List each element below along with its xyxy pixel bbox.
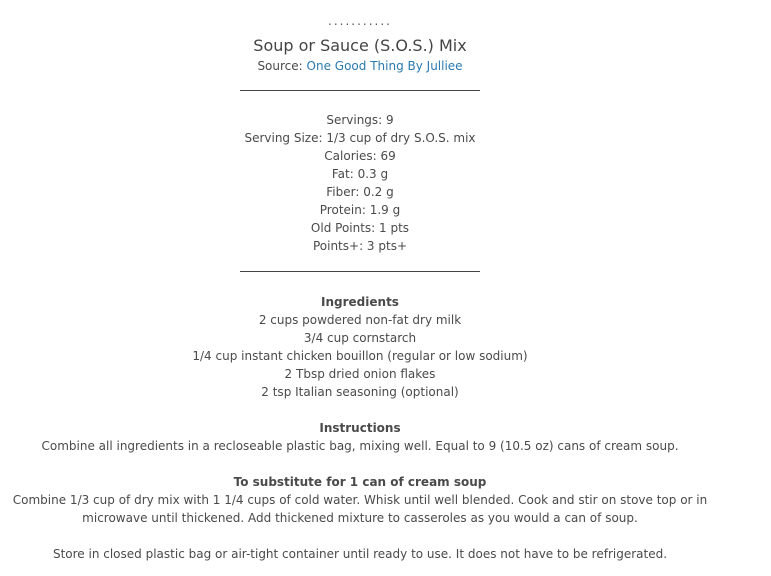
storage-section [0,545,725,563]
stat-protein: Protein: 1.9 g [319,203,401,217]
recipe-source [0,57,725,75]
stat-serving-size: Serving Size: 1/3 cup of dry S.O.S. mix [244,131,476,145]
instructions-heading: Instructions [319,421,401,435]
stat-calories: Calories: 69 [324,149,396,163]
source-label: Source: [257,59,303,73]
stat-fiber: Fiber: 0.2 g [326,185,394,199]
ingredient-item: 2 Tbsp dried onion flakes [284,367,436,381]
substitute-section [0,473,725,527]
storage-text: Store in closed plastic bag or air-tight container until ready to use. It does not have to be refrigerated. [52,547,668,561]
ingredients-section [0,293,725,401]
top-divider [240,90,480,91]
substitute-text-line-1: Combine 1/3 cup of dry mix with 1 1/4 cups of cold water. Whisk until well blended. Cook and stir on stove top or in [12,493,708,507]
recipe-title: Soup or Sauce (S.O.S.) Mix [253,36,467,55]
substitute-heading: To substitute for 1 can of cream soup [233,475,487,489]
ingredient-item: 2 cups powdered non-fat dry milk [258,313,462,327]
stat-fat: Fat: 0.3 g [331,167,389,181]
ingredient-item: 2 tsp Italian seasoning (optional) [261,385,459,399]
stat-points-plus: Points+: 3 pts+ [312,239,408,253]
dots-divider: ........... [328,14,392,28]
nutrition-stats [0,111,725,255]
source-link[interactable]: One Good Thing By Julliee [306,59,463,73]
ingredient-item: 3/4 cup cornstarch [303,331,417,345]
ingredient-item: 1/4 cup instant chicken bouillon (regular or low sodium) [192,349,528,363]
stat-old-points: Old Points: 1 pts [310,221,410,235]
instructions-text: Combine all ingredients in a recloseable plastic bag, mixing well. Equal to 9 (10.5 oz) cans of cream soup. [41,439,679,453]
ingredients-heading: Ingredients [321,295,399,309]
stat-servings: Servings: 9 [326,113,394,127]
bottom-divider [240,271,480,272]
substitute-text-line-2: microwave until thickened. Add thickened mixture to casseroles as you would a can of soup. [82,511,638,525]
instructions-section [0,419,725,455]
